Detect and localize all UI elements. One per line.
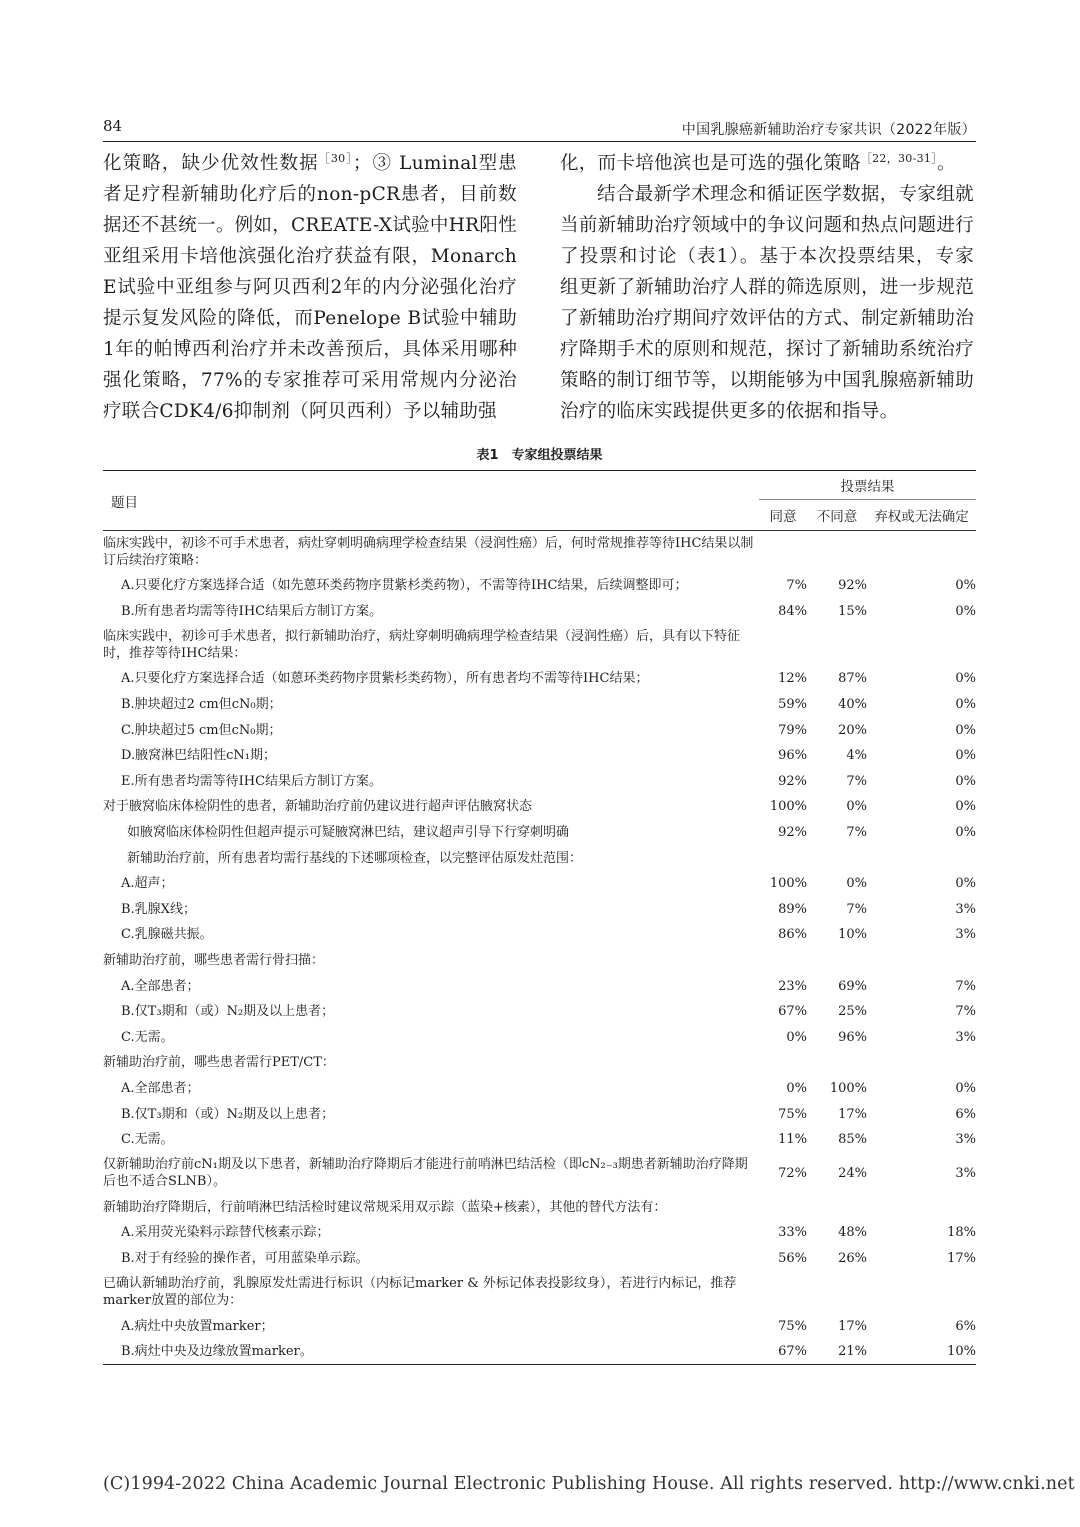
- question-cell: A.只要化疗方案选择合适（如蒽环类药物序贯紫杉类药物），所有患者均不需等待IHC结果；: [121, 671, 649, 687]
- disagree-cell: 7%: [846, 901, 867, 917]
- table-row: [103, 1152, 976, 1194]
- journal-running-title: 中国乳腺癌新辅助治疗专家共识（2022年版）: [681, 122, 976, 138]
- table-caption: 表1 专家组投票结果: [476, 448, 603, 463]
- agree-cell: 89%: [778, 901, 807, 917]
- header-rule: [103, 141, 976, 142]
- question-cell: B.病灶中央及边缘放置marker。: [103, 1339, 759, 1365]
- disagree-cell: 7%: [846, 825, 867, 841]
- agree-cell: 86%: [778, 927, 807, 943]
- disagree-cell: 10%: [838, 927, 867, 943]
- right-column: [560, 148, 974, 427]
- disagree-cell: 17%: [838, 1318, 867, 1334]
- table-row: [103, 599, 976, 625]
- vote-results-table: [103, 470, 976, 1365]
- question-cell: A.只要化疗方案选择合适（如先蒽环类药物序贯紫杉类药物），不需等待IHC结果，后续调整即可；: [121, 578, 688, 594]
- disagree-cell: 0%: [846, 876, 867, 892]
- abstain-cell: 7%: [955, 1004, 976, 1020]
- agree-cell: [759, 948, 807, 974]
- table-row: [103, 1101, 976, 1127]
- table-row: [103, 1271, 976, 1313]
- abstain-cell: 0%: [955, 748, 976, 764]
- table-row: [103, 666, 976, 692]
- table-row: [103, 624, 976, 666]
- header-topic: 题目: [103, 471, 759, 531]
- abstain-cell: [867, 531, 976, 574]
- abstain-cell: 0%: [955, 671, 976, 687]
- question-cell: C.乳腺磁共振。: [121, 927, 213, 943]
- table-row: [103, 1050, 976, 1076]
- disagree-cell: [807, 948, 867, 974]
- disagree-cell: 0%: [846, 799, 867, 815]
- agree-cell: [759, 1050, 807, 1076]
- agree-cell: 84%: [778, 603, 807, 619]
- right-text-a: 化，而卡培他滨也是可选的强化策略: [560, 153, 861, 174]
- abstain-cell: 0%: [955, 876, 976, 892]
- table-row: [103, 1025, 976, 1051]
- abstain-cell: 3%: [955, 1132, 976, 1148]
- header-vote-results: 投票结果: [759, 471, 976, 500]
- header-abstain: 弃权或无法确定: [867, 500, 976, 531]
- left-text-b: ；③ Luminal型患者足疗程新辅助化疗后的non-pCR患者，目前数据还不甚统一。例如，CREATE-X试验中HR阳性亚组采用卡培他滨强化治疗获益有限，MonarchE试验中亚组参与阿贝西利2年的内分泌强化治疗提示复发风险的降低，而Penelope B试验中辅助1年的帕博西利治疗并未改善预后，具体采用哪种强化策略，77%的专家推荐可采用常规内分泌治疗联合CDK4/6抑制剂（阿贝西利）予以辅助强: [103, 153, 517, 422]
- table-row: [103, 845, 976, 871]
- question-cell: 临床实践中，初诊可手术患者，拟行新辅助治疗，病灶穿刺明确病理学检查结果（浸润性癌）后，具有以下特征时，推荐等待IHC结果：: [103, 629, 741, 662]
- table-row: [103, 922, 976, 948]
- disagree-cell: 25%: [838, 1004, 867, 1020]
- question-cell: B.肿块超过2 cm但cN₀期；: [121, 697, 282, 713]
- disagree-cell: 15%: [838, 603, 867, 619]
- abstain-cell: [867, 1271, 976, 1313]
- abstain-cell: 0%: [955, 697, 976, 713]
- question-cell: 新辅助治疗降期后，行前哨淋巴结活检时建议常规采用双示踪（蓝染+核素），其他的替代方法有：: [103, 1199, 667, 1215]
- abstain-cell: [867, 1050, 976, 1076]
- question-cell: A.采用荧光染料示踪替代核素示踪；: [121, 1225, 330, 1241]
- table-row: [103, 769, 976, 795]
- disagree-cell: 26%: [838, 1250, 867, 1266]
- abstain-cell: [867, 1194, 976, 1220]
- question-cell: D.腋窝淋巴结阳性cN₁期；: [121, 748, 276, 764]
- abstain-cell: 10%: [867, 1339, 976, 1365]
- abstain-cell: 0%: [955, 799, 976, 815]
- question-cell: B.仅T₃期和（或）N₂期及以上患者；: [121, 1004, 335, 1020]
- table-row: [103, 973, 976, 999]
- abstain-cell: 17%: [947, 1250, 976, 1266]
- abstain-cell: 3%: [955, 1165, 976, 1181]
- abstain-cell: 3%: [955, 901, 976, 917]
- question-cell: C.无需。: [121, 1029, 174, 1045]
- table-row: [103, 1220, 976, 1246]
- page-number: 84: [103, 117, 123, 135]
- disagree-cell: 48%: [838, 1225, 867, 1241]
- header-agree: 同意: [759, 500, 807, 531]
- abstain-cell: 6%: [955, 1318, 976, 1334]
- disagree-cell: [807, 1271, 867, 1313]
- question-cell: A.全部患者；: [121, 978, 200, 994]
- agree-cell: 67%: [778, 1004, 807, 1020]
- disagree-cell: 85%: [838, 1132, 867, 1148]
- agree-cell: 56%: [778, 1250, 807, 1266]
- abstain-cell: 0%: [955, 722, 976, 738]
- disagree-cell: [807, 1050, 867, 1076]
- table-row: [103, 1127, 976, 1153]
- table-row: [103, 1313, 976, 1339]
- agree-cell: 67%: [759, 1339, 807, 1365]
- disagree-cell: 87%: [838, 671, 867, 687]
- agree-cell: 33%: [778, 1225, 807, 1241]
- table-row: [103, 1246, 976, 1272]
- question-cell: 仅新辅助治疗前cN₁期及以下患者，新辅助治疗降期后才能进行前哨淋巴结活检（即cN₂₋₃期患者新辅助治疗降期后也不适合SLNB）。: [103, 1157, 748, 1190]
- agree-cell: 59%: [778, 697, 807, 713]
- question-cell: B.乳腺X线；: [121, 901, 196, 917]
- disagree-cell: 100%: [829, 1080, 867, 1096]
- disagree-cell: 7%: [846, 773, 867, 789]
- disagree-cell: 69%: [838, 978, 867, 994]
- agree-cell: 92%: [778, 773, 807, 789]
- agree-cell: 100%: [769, 799, 807, 815]
- table-row: [103, 743, 976, 769]
- question-cell: A.超声；: [121, 876, 174, 892]
- left-text-a: 化策略，缺少优效性数据: [103, 153, 319, 174]
- question-cell: 新辅助治疗前，所有患者均需行基线的下述哪项检查，以完整评估原发灶范围：: [127, 850, 583, 866]
- disagree-cell: [807, 624, 867, 666]
- table-row: [103, 871, 976, 897]
- abstain-cell: [867, 845, 976, 871]
- abstain-cell: 6%: [955, 1106, 976, 1122]
- disagree-cell: 20%: [838, 722, 867, 738]
- left-paragraph: [103, 148, 517, 427]
- question-cell: B.所有患者均需等待IHC结果后方制订方案。: [121, 603, 383, 619]
- table-row: [103, 531, 976, 574]
- question-cell: A.病灶中央放置marker；: [121, 1318, 274, 1334]
- agree-cell: [759, 624, 807, 666]
- disagree-cell: 40%: [838, 697, 867, 713]
- agree-cell: 11%: [778, 1132, 807, 1148]
- table-row: [103, 1339, 976, 1365]
- disagree-cell: 92%: [838, 578, 867, 594]
- abstain-cell: 0%: [955, 578, 976, 594]
- abstain-cell: 18%: [947, 1225, 976, 1241]
- disagree-cell: 21%: [807, 1339, 867, 1365]
- disagree-cell: 4%: [846, 748, 867, 764]
- agree-cell: 96%: [778, 748, 807, 764]
- abstain-cell: 3%: [955, 927, 976, 943]
- agree-cell: [759, 1194, 807, 1220]
- disagree-cell: [807, 1194, 867, 1220]
- question-cell: 新辅助治疗前，哪些患者需行PET/CT：: [103, 1055, 335, 1071]
- disagree-cell: 17%: [838, 1106, 867, 1122]
- abstain-cell: 0%: [955, 603, 976, 619]
- right-text-end: 。: [937, 153, 956, 174]
- disagree-cell: [807, 531, 867, 574]
- agree-cell: [759, 845, 807, 871]
- abstain-cell: 3%: [955, 1029, 976, 1045]
- question-cell: C.肿块超过5 cm但cN₀期；: [121, 722, 282, 738]
- agree-cell: 12%: [778, 671, 807, 687]
- vote-table-body: [103, 531, 976, 1365]
- table-row: [103, 897, 976, 923]
- agree-cell: 0%: [786, 1029, 807, 1045]
- table-row: [103, 1076, 976, 1102]
- disagree-cell: 24%: [838, 1165, 867, 1181]
- agree-cell: 7%: [786, 578, 807, 594]
- agree-cell: 23%: [778, 978, 807, 994]
- abstain-cell: 0%: [955, 825, 976, 841]
- vote-table-wrapper: [103, 470, 976, 1365]
- table-row: [103, 717, 976, 743]
- question-cell: 对于腋窝临床体检阴性的患者，新辅助治疗前仍建议进行超声评估腋窝状态: [103, 799, 533, 815]
- disagree-cell: [807, 845, 867, 871]
- agree-cell: 72%: [778, 1165, 807, 1181]
- agree-cell: 92%: [778, 825, 807, 841]
- question-cell: B.对于有经验的操作者，可用蓝染单示踪。: [121, 1250, 369, 1266]
- question-cell: B.仅T₃期和（或）N₂期及以上患者；: [121, 1106, 335, 1122]
- table-row: [103, 1194, 976, 1220]
- question-cell: E.所有患者均需等待IHC结果后方制订方案。: [121, 773, 383, 789]
- copyright-footer: (C)1994-2022 China Academic Journal Electronic Publishing House. All rights reserved. http://www.cnki.net: [103, 1474, 1075, 1494]
- table-row: [103, 794, 976, 820]
- citation-ref: ［22，30-31］: [860, 151, 938, 165]
- question-cell: C.无需。: [121, 1132, 174, 1148]
- table-row: [103, 573, 976, 599]
- table-row: [103, 999, 976, 1025]
- abstain-cell: [867, 948, 976, 974]
- abstain-cell: 0%: [955, 1080, 976, 1096]
- agree-cell: 75%: [778, 1106, 807, 1122]
- question-cell: 已确认新辅助治疗前，乳腺原发灶需进行标识（内标记marker & 外标记体表投影纹身），若进行内标记，推荐marker放置的部位为：: [103, 1276, 737, 1309]
- table-row: [103, 948, 976, 974]
- question-cell: 新辅助治疗前，哪些患者需行骨扫描：: [103, 953, 325, 969]
- right-paragraph-1: [560, 148, 974, 179]
- agree-cell: 75%: [778, 1318, 807, 1334]
- agree-cell: 0%: [786, 1080, 807, 1096]
- question-cell: 临床实践中，初诊不可手术患者，病灶穿刺明确病理学检查结果（浸润性癌）后，何时常规推荐等待IHC结果以制订后续治疗策略：: [103, 536, 754, 568]
- right-paragraph-2: 结合最新学术理念和循证医学数据，专家组就当前新辅助治疗领域中的争议问题和热点问题进行了投票和讨论（表1）。基于本次投票结果，专家组更新了新辅助治疗人群的筛选原则，进一步规范了新辅助治疗期间疗效评估的方式、制定新辅助治疗降期手术的原则和规范，探讨了新辅助系统治疗策略的制订细节等，以期能够为中国乳腺癌新辅助治疗的临床实践提供更多的依据和指导。: [560, 184, 974, 422]
- table-row: [103, 692, 976, 718]
- question-cell: A.全部患者；: [121, 1080, 200, 1096]
- header-disagree: 不同意: [807, 500, 867, 531]
- table-row: [103, 820, 976, 846]
- left-column: [103, 148, 517, 427]
- agree-cell: 100%: [769, 876, 807, 892]
- abstain-cell: [867, 624, 976, 666]
- agree-cell: [759, 1271, 807, 1313]
- agree-cell: 79%: [778, 722, 807, 738]
- citation-ref: ［30］: [318, 151, 353, 165]
- disagree-cell: 96%: [838, 1029, 867, 1045]
- question-cell: 如腋窝临床体检阴性但超声提示可疑腋窝淋巴结，建议超声引导下行穿刺明确: [127, 825, 570, 841]
- abstain-cell: 7%: [955, 978, 976, 994]
- abstain-cell: 0%: [955, 773, 976, 789]
- agree-cell: [759, 531, 807, 574]
